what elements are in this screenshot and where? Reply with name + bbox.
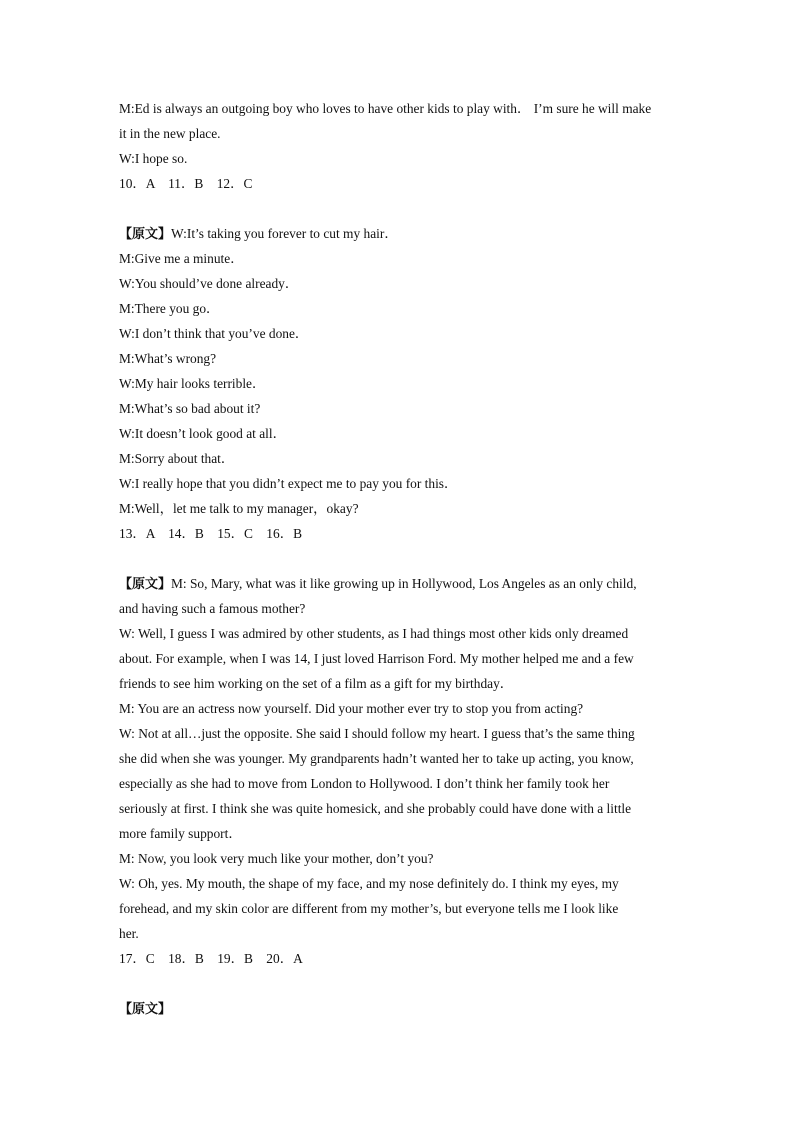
dialogue-line: M:What’s so bad about it? bbox=[119, 401, 261, 416]
dialogue-line: especially as she had to move from London to Hollywood. I don’t think her family took her bbox=[119, 776, 610, 791]
dialogue-line: about. For example, when I was 14, I just loved Harrison Ford. My mother helped me and a few bbox=[119, 651, 634, 666]
original-text-tag: 【原文】 bbox=[119, 227, 172, 242]
dialogue-line: W: Oh, yes. My mouth, the shape of my face, and my nose definitely do. I think my eyes, my bbox=[119, 876, 619, 891]
answer-key: 17．C 18．B 19．B 20．A bbox=[119, 951, 303, 966]
dialogue-line: seriously at first. I think she was quite homesick, and she probably could have done with a little bbox=[119, 801, 632, 816]
dialogue-line: M: Now, you look very much like your mother, don’t you? bbox=[119, 851, 434, 866]
dialogue-line: W:I hope so. bbox=[119, 151, 188, 166]
dialogue-line: W:My hair looks terrible． bbox=[119, 376, 266, 391]
dialogue-line: M: You are an actress now yourself. Did your mother ever try to stop you from acting? bbox=[119, 701, 584, 716]
original-text-tag: 【原文】 bbox=[119, 577, 172, 592]
dialogue-line: W:I really hope that you didn’t expect me to pay you for this． bbox=[119, 476, 458, 491]
dialogue-line: W:It’s taking you forever to cut my hair． bbox=[171, 226, 398, 241]
dialogue-line: W: Well, I guess I was admired by other students, as I had things most other kids only dreamed bbox=[119, 626, 629, 641]
answer-key: 10．A 11．B 12．C bbox=[119, 176, 253, 191]
dialogue-line: M: So, Mary, what was it like growing up in Hollywood, Los Angeles as an only child, bbox=[171, 576, 637, 591]
dialogue-line: M:What’s wrong? bbox=[119, 351, 217, 366]
dialogue-line: and having such a famous mother? bbox=[119, 601, 306, 616]
dialogue-line: she did when she was younger. My grandparents hadn’t wanted her to take up acting, you know, bbox=[119, 751, 634, 766]
dialogue-line: W:I don’t think that you’ve done． bbox=[119, 326, 309, 341]
dialogue-line: M:There you go． bbox=[119, 301, 220, 316]
dialogue-line: M:Give me a minute． bbox=[119, 251, 244, 266]
dialogue-line: W:It doesn’t look good at all． bbox=[119, 426, 286, 441]
transcript-content bbox=[119, 96, 679, 1021]
dialogue-line: M:Sorry about that． bbox=[119, 451, 235, 466]
dialogue-line: her. bbox=[119, 926, 139, 941]
dialogue-line: it in the new place. bbox=[119, 126, 221, 141]
answer-key: 13．A 14．B 15．C 16．B bbox=[119, 526, 303, 541]
dialogue-line: W: Not at all…just the opposite. She said I should follow my heart. I guess that’s the same thing bbox=[119, 726, 635, 741]
dialogue-line: more family support． bbox=[119, 826, 242, 841]
dialogue-line: M:Well，let me talk to my manager，okay? bbox=[119, 501, 359, 516]
original-text-tag: 【原文】 bbox=[119, 1002, 172, 1017]
transcript-heading-line bbox=[119, 571, 679, 596]
dialogue-line: M:Ed is always an outgoing boy who loves to have other kids to play with． I’m sure he will make bbox=[119, 101, 652, 116]
dialogue-line: W:You should’ve done already． bbox=[119, 276, 299, 291]
dialogue-line: friends to see him working on the set of a film as a gift for my birthday． bbox=[119, 676, 514, 691]
dialogue-line: forehead, and my skin color are different from my mother’s, but everyone tells me I look like bbox=[119, 901, 619, 916]
transcript-heading-line bbox=[119, 996, 679, 1021]
transcript-heading-line bbox=[119, 221, 679, 246]
